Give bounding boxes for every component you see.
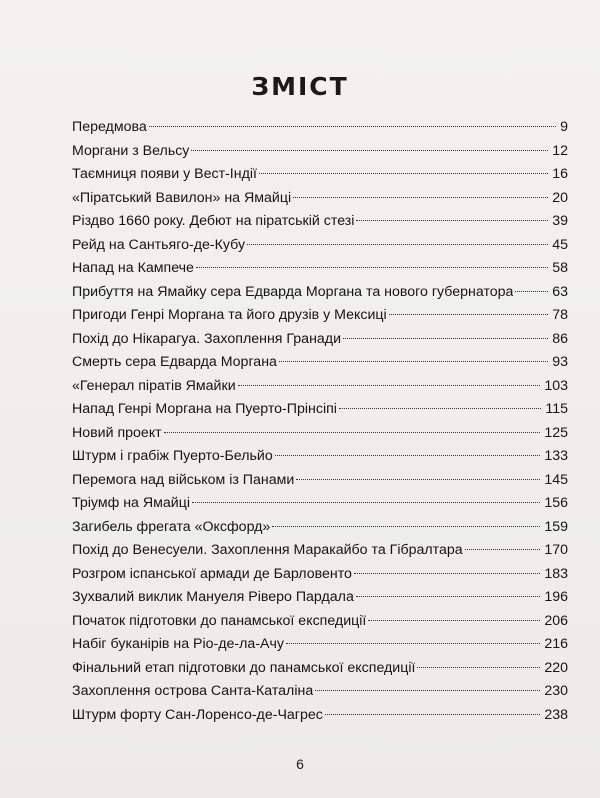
dot-leader [293, 197, 548, 198]
toc-entry-title: Початок підготовки до панамської експедиції [72, 612, 367, 629]
toc-entry [72, 680, 568, 704]
toc-entry [72, 116, 568, 140]
dot-leader [279, 361, 548, 362]
toc-entry-page: 159 [544, 518, 568, 535]
toc-entry-title: Штурм і грабіж Пуерто-Бельйо [72, 448, 273, 464]
toc-entry [72, 422, 568, 446]
toc-entry-title: Рейд на Сантьяго-де-Кубу [72, 236, 246, 253]
toc-entry-page: 133 [544, 448, 568, 464]
toc-entry-page: 63 [552, 283, 568, 300]
dot-leader [339, 408, 541, 409]
dot-leader [196, 267, 548, 268]
toc-entry [72, 398, 568, 422]
toc-entry-title: Передмова [72, 119, 147, 135]
toc-entry-title: Напад на Кампече [72, 260, 194, 276]
toc-entry-page: 115 [545, 401, 568, 417]
dot-leader [325, 714, 540, 715]
toc-entry [72, 469, 568, 493]
toc-entry-page: 238 [544, 706, 568, 723]
toc-entry-title: Захоплення острова Санта-Каталіна [72, 683, 314, 699]
dot-leader [247, 244, 548, 245]
toc-entry-title: «Генерал піратів Ямайки [72, 377, 236, 394]
toc-entry-title: Моргани з Вельсу [72, 142, 190, 159]
toc-entry-page: 58 [552, 260, 568, 276]
toc-entry-title: Похід до Венесуели. Захоплення Маракайбо та Гібралтара [72, 542, 463, 558]
toc-entry-page: 196 [544, 589, 568, 605]
dot-leader [192, 502, 540, 503]
toc-entry [72, 140, 568, 164]
toc-entry [72, 375, 568, 399]
toc-entry-title: Таємниця появи у Вест-Індії [72, 166, 257, 182]
toc-entry-title: Зухвалий виклик Мануеля Ріверо Пардала [72, 589, 354, 605]
page-number: 6 [296, 756, 304, 772]
toc-entry-page: 93 [552, 354, 568, 370]
toc-entry-page: 183 [544, 565, 568, 582]
toc-entry [72, 445, 568, 469]
toc-entry-page: 145 [544, 471, 568, 488]
toc-entry-title: Фінальний етап підготовки до панамської експедиції [72, 659, 416, 676]
toc-entry-page: 125 [544, 424, 568, 441]
toc-entry [72, 586, 568, 610]
toc-entry-page: 78 [552, 307, 568, 323]
toc-entry-page: 39 [552, 213, 568, 229]
toc-entry-title: Різдво 1660 року. Дебют на піратській стезі [72, 213, 355, 229]
toc-entry-page: 86 [552, 330, 568, 347]
toc-entry [72, 187, 568, 211]
dot-leader [315, 690, 540, 691]
toc-entry [72, 539, 568, 563]
toc-entry-title: «Піратський Вавилон» на Ямайці [72, 189, 292, 206]
toc-entry [72, 351, 568, 375]
toc-entry-page: 45 [552, 236, 568, 253]
toc-entry-page: 16 [552, 166, 568, 182]
toc-entry-title: Загибель фрегата «Оксфорд» [72, 518, 271, 535]
toc-entry [72, 657, 568, 681]
dot-leader [275, 455, 541, 456]
toc-entry-title: Розгром іспанської армади де Барловенто [72, 565, 352, 582]
dot-leader [465, 549, 541, 550]
toc-entry [72, 704, 568, 728]
toc-entry [72, 234, 568, 258]
toc-entry-title: Похід до Нікарагуа. Захоплення Гранади [72, 330, 342, 347]
dot-leader [164, 432, 541, 433]
toc-entry-title: Перемога над військом із Панами [72, 471, 295, 488]
toc-entry-page: 220 [544, 659, 568, 676]
toc-entry-title: Прибуття на Ямайку сера Едварда Моргана та нового губернатора [72, 283, 514, 300]
dot-leader [259, 173, 548, 174]
toc-entry-page: 9 [560, 119, 568, 135]
dot-leader [515, 291, 548, 292]
toc-entry [72, 257, 568, 281]
toc-entry [72, 610, 568, 634]
toc-entry-title: Напад Генрі Моргана на Пуерто-Прінсіпі [72, 401, 337, 417]
dot-leader [417, 667, 540, 668]
toc-entry-title: Штурм форту Сан-Лоренсо-де-Чагрес [72, 706, 323, 723]
dot-leader [354, 573, 540, 574]
toc-entry [72, 516, 568, 540]
toc-entry [72, 304, 568, 328]
toc-entry [72, 328, 568, 352]
toc-entry [72, 633, 568, 657]
dot-leader [149, 126, 556, 127]
toc-entry-title: Смерть сера Едварда Моргана [72, 354, 277, 370]
toc-entry-page: 216 [544, 636, 568, 652]
dot-leader [389, 314, 549, 315]
toc-title: ЗМІСТ [251, 72, 349, 101]
dot-leader [238, 385, 541, 386]
toc-entry [72, 563, 568, 587]
dot-leader [343, 338, 548, 339]
toc-entry-page: 20 [552, 189, 568, 206]
toc-entry-page: 170 [544, 542, 568, 558]
toc-entry [72, 210, 568, 234]
toc-entry [72, 163, 568, 187]
toc-entry-title: Новий проект [72, 424, 162, 441]
dot-leader [356, 220, 548, 221]
toc-entry-page: 12 [552, 142, 568, 159]
toc-entry-page: 206 [544, 612, 568, 629]
toc-entry-title: Пригоди Генрі Моргана та його друзів у Мексиці [72, 307, 387, 323]
toc-entry [72, 492, 568, 516]
toc-entry [72, 281, 568, 305]
dot-leader [356, 596, 540, 597]
dot-leader [191, 150, 548, 151]
toc-entry-page: 156 [544, 495, 568, 511]
toc-entry-title: Тріумф на Ямайці [72, 495, 190, 511]
toc-entry-page: 103 [544, 377, 568, 394]
dot-leader [296, 479, 540, 480]
toc-list [72, 116, 568, 727]
dot-leader [368, 620, 540, 621]
dot-leader [286, 643, 540, 644]
toc-entry-title: Набіг буканірів на Ріо-де-ла-Ачу [72, 636, 284, 652]
dot-leader [272, 526, 540, 527]
toc-entry-page: 230 [544, 683, 568, 699]
